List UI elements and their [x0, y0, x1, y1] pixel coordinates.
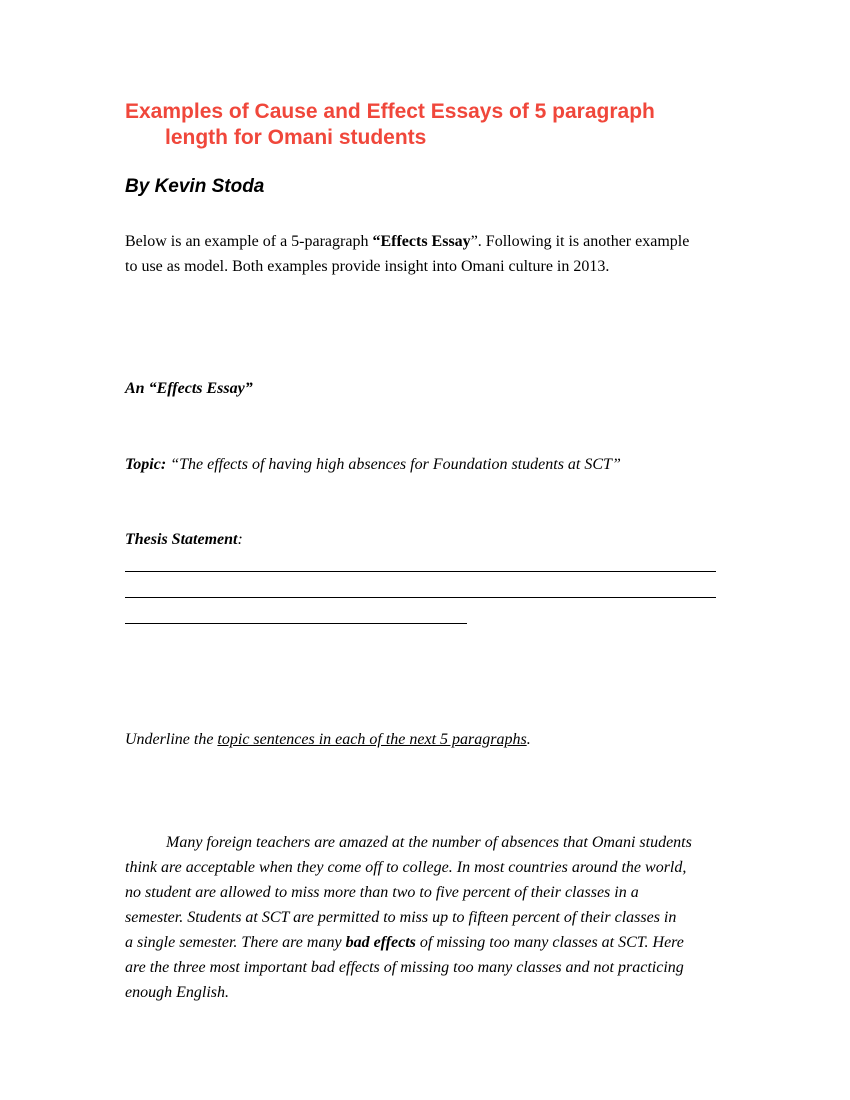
intro-paragraph	[125, 229, 735, 279]
thesis-blank-line-2	[125, 597, 716, 598]
paragraph-line-1: Many foreign teachers are amazed at the number of absences that Omani students	[166, 834, 692, 851]
paragraph-line-4: semester. Students at SCT are permitted to miss up to fifteen percent of their classes in	[125, 909, 677, 926]
paragraph-line-6: are the three most important bad effects of missing too many classes and not practicing	[125, 959, 684, 976]
topic-text: “The effects of having high absences for Foundation students at SCT”	[166, 456, 621, 473]
document-title	[125, 99, 745, 151]
essay-paragraph-1	[125, 830, 735, 1005]
thesis-colon: :	[237, 531, 243, 548]
topic-label: Topic:	[125, 456, 167, 473]
paragraph-line-7: enough English.	[125, 984, 229, 1001]
topic-line	[125, 456, 621, 474]
intro-text-continued: ”. Following it is another example	[470, 233, 690, 250]
intro-text: Below is an example of a 5-paragraph	[125, 233, 373, 250]
thesis-blank-line-1	[125, 571, 716, 572]
effects-essay-term: Effects Essay	[380, 233, 471, 250]
paragraph-line-3: no student are allowed to miss more than two to five percent of their classes in a	[125, 884, 639, 901]
intro-line-1	[125, 229, 735, 254]
paragraph-text: a single semester. There are many	[125, 934, 346, 951]
effects-essay-heading: An “Effects Essay”	[125, 380, 253, 397]
paragraph-line-2: think are acceptable when they come off to college. In most countries around the world,	[125, 859, 687, 876]
bad-effects-term: bad effects	[345, 934, 416, 951]
underline-instruction	[125, 731, 531, 749]
title-line-2: length for Omani students	[165, 126, 427, 149]
paragraph-text-continued: of missing too many classes at SCT. Here	[415, 934, 684, 951]
thesis-statement-label	[125, 531, 243, 549]
intro-line-2: to use as model. Both examples provide insight into Omani culture in 2013.	[125, 258, 610, 275]
thesis-label: Thesis Statement	[125, 531, 238, 548]
instruction-prefix: Underline the	[125, 731, 218, 748]
quote-mark: “	[372, 233, 381, 250]
thesis-blank-line-3	[125, 623, 467, 624]
author-byline: By Kevin Stoda	[125, 176, 265, 197]
instruction-suffix: .	[526, 731, 531, 748]
title-line-1: Examples of Cause and Effect Essays of 5 paragraph	[125, 100, 655, 123]
paragraph-line-5	[125, 930, 735, 955]
instruction-underlined: topic sentences in each of the next 5 paragraphs	[217, 731, 527, 748]
